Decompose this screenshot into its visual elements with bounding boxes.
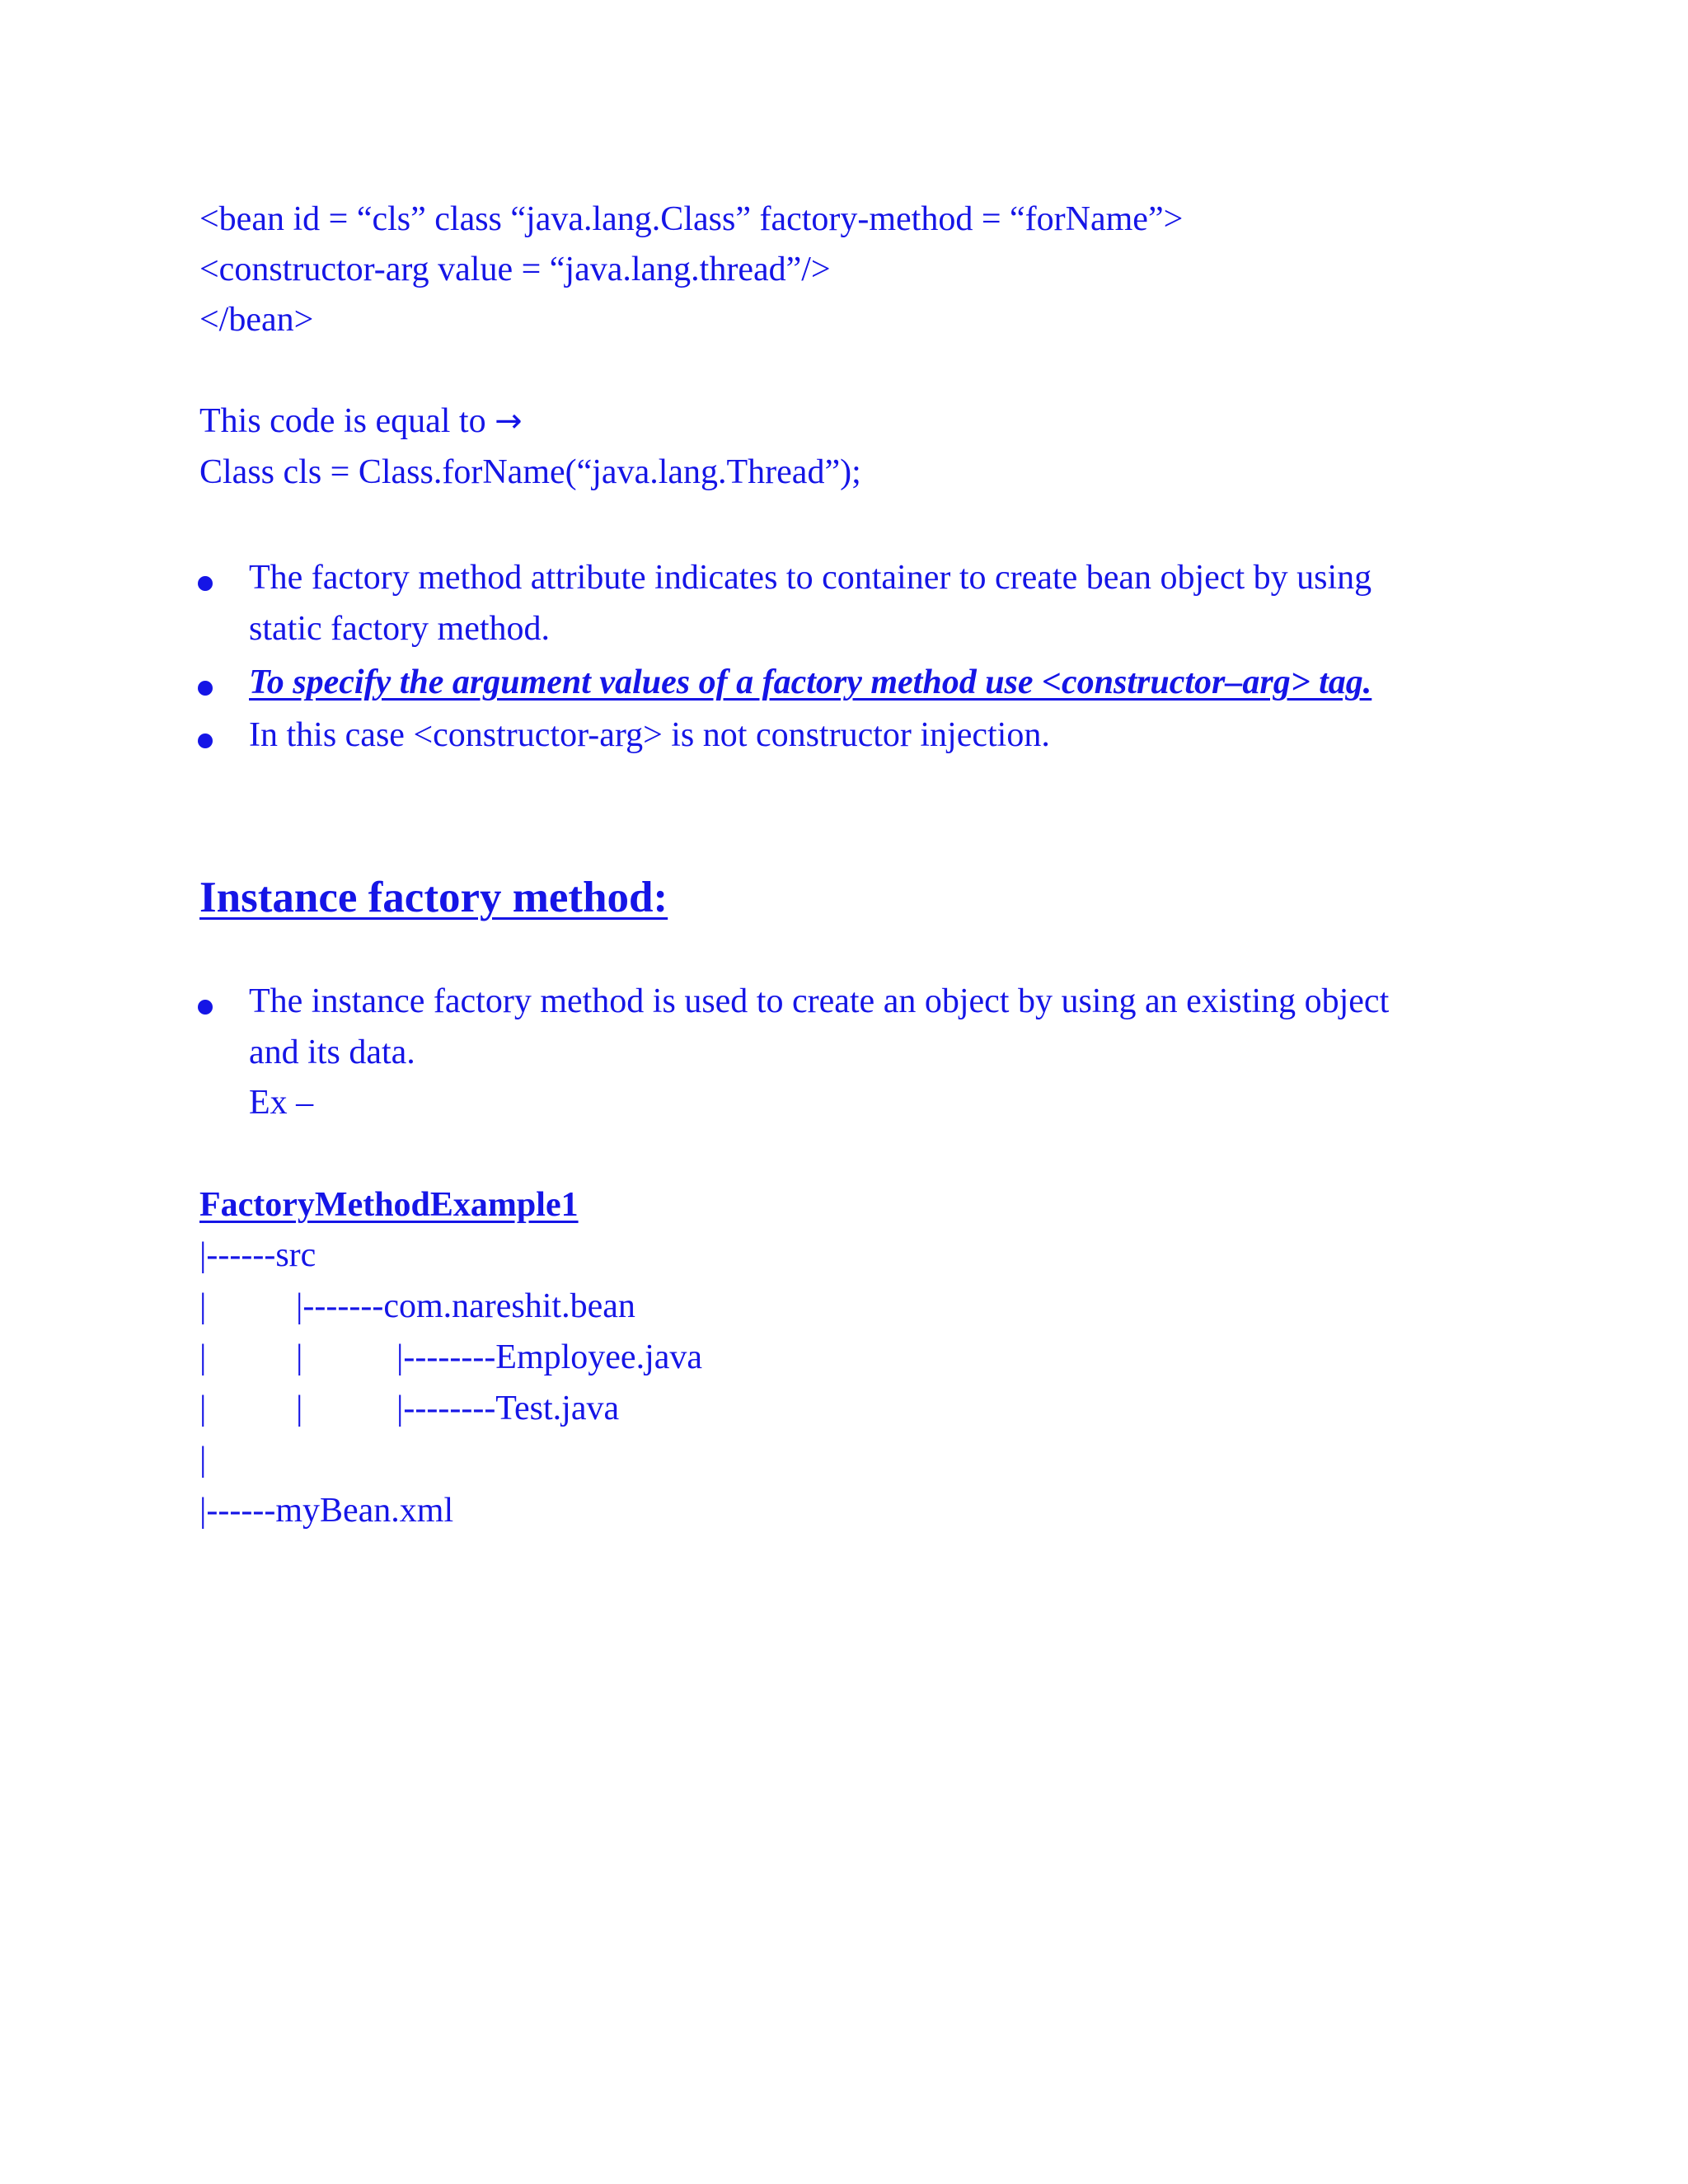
bullet-icon xyxy=(198,681,213,696)
tree-src-line: |------src xyxy=(199,1236,316,1274)
bullet-factory-method-attribute-cont: static factory method. xyxy=(249,610,551,648)
project-root-name: FactoryMethodExample1 xyxy=(199,1186,579,1224)
bullet-argument-values-emphasis: To specify the argument values of a factory method use <constructor–arg> tag. xyxy=(249,663,1372,701)
tree-bar: | xyxy=(296,1338,303,1376)
tree-file-employee: |--------Employee.java xyxy=(396,1338,703,1376)
tree-file-test: |--------Test.java xyxy=(396,1390,620,1427)
equivalence-intro-line xyxy=(199,404,523,438)
bullet-icon xyxy=(198,576,213,591)
bullet-icon xyxy=(198,1000,213,1015)
tree-xml-line: |------myBean.xml xyxy=(199,1492,454,1530)
tree-bar: | xyxy=(199,1338,207,1376)
code-line-constructor-arg: <constructor-arg value = “java.lang.thread”/> xyxy=(199,251,831,288)
bullet-not-constructor-injection: In this case <constructor-arg> is not constructor injection. xyxy=(249,716,1050,754)
bullet-instance-factory-desc-cont: and its data. xyxy=(249,1033,415,1071)
tree-bar: | xyxy=(296,1390,303,1427)
bullet-instance-factory-desc: The instance factory method is used to create an object by using an existing object xyxy=(249,982,1390,1020)
example-label: Ex – xyxy=(249,1084,314,1122)
equivalence-java-code: Class cls = Class.forName(“java.lang.Thread”); xyxy=(199,453,861,491)
tree-bar: | xyxy=(199,1390,207,1427)
section-heading-instance-factory: Instance factory method: xyxy=(199,874,668,921)
tree-package-line: |-------com.nareshit.bean xyxy=(296,1287,635,1325)
tree-bar: | xyxy=(199,1441,207,1479)
bullet-factory-method-attribute: The factory method attribute indicates to container to create bean object by using xyxy=(249,559,1372,597)
right-arrow-icon: → xyxy=(495,402,523,440)
code-line-bean-open: <bean id = “cls” class “java.lang.Class” factory-method = “forName”> xyxy=(199,200,1184,238)
equivalence-intro-text: This code is equal to xyxy=(199,402,486,440)
tree-bar: | xyxy=(199,1287,207,1325)
code-line-bean-close: </bean> xyxy=(199,301,314,339)
bullet-icon xyxy=(198,733,213,748)
